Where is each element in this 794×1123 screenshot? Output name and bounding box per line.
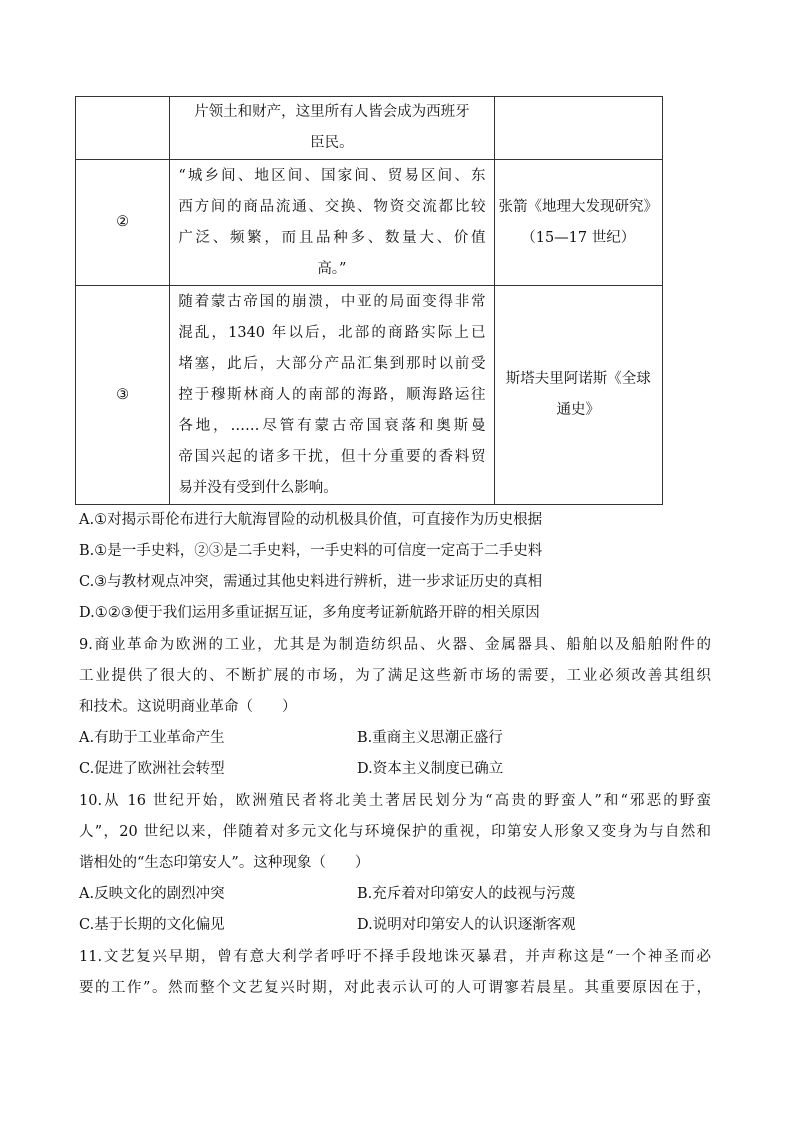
- question-stem-line: 10.从 16 世纪开始，欧洲殖民者将北美土著居民划分为“高贵的野蛮人”和“邪恶的野蛮: [79, 793, 711, 809]
- table-row: [76, 97, 663, 160]
- option-b: B.①是一手史料，②③是二手史料，一手史料的可信度一定高于二手史料: [79, 543, 543, 559]
- citation-line: （15—17 世纪）: [521, 229, 636, 246]
- question-8-options: [79, 505, 542, 629]
- option-a: A.有助于工业革命产生: [79, 730, 225, 746]
- content-line: 臣民。: [310, 135, 354, 151]
- option-a: A.反映文化的剧烈冲突: [79, 886, 225, 902]
- content-line: 西方间的商品流通、交换、物资交流都比较: [178, 198, 486, 215]
- option-b: B.重商主义思潮正盛行: [357, 730, 503, 746]
- option-a: A.①对揭示哥伦布进行大航海冒险的动机极具价值，可直接作为历史根据: [79, 512, 543, 528]
- content-line: 各地，……尽管有蒙古帝国衰落和奥斯曼: [178, 417, 486, 434]
- content-line: 混乱，1340 年以后，北部的商路实际上已: [178, 324, 486, 341]
- content-line: 广泛、频繁，而且品种多、数量大、价值: [178, 229, 486, 246]
- content-line: 控于穆斯林商人的南部的海路，顺海路运往: [178, 386, 486, 403]
- option-d: D.说明对印第安人的认识逐渐客观: [357, 917, 576, 933]
- option-c: C.③与教材观点冲突，需通过其他史料进行辨析，进一步求证历史的真相: [79, 574, 543, 590]
- source-content: [170, 286, 494, 505]
- option-c: C.基于长期的文化偏见: [79, 917, 225, 933]
- question-11: [79, 942, 711, 1004]
- option-row: [79, 723, 719, 754]
- source-citation: [494, 160, 663, 286]
- source-citation: [494, 286, 663, 505]
- table-row: [76, 160, 663, 286]
- content-line: “城乡间、地区间、国家间、贸易区间、东: [178, 167, 486, 184]
- option-d: D.①②③便于我们运用多重证据互证，多角度考证新航路开辟的相关原因: [79, 605, 540, 621]
- row-number: [76, 97, 170, 160]
- citation-line: 张箭《地理大发现研究》: [498, 198, 658, 215]
- row-number: ③: [76, 286, 170, 505]
- option-row: [79, 879, 719, 910]
- content-line: 帝国兴起的诸多干扰，但十分重要的香料贸: [178, 448, 486, 465]
- option-d: D.资本主义制度已确立: [357, 761, 504, 777]
- content-line: 随着蒙古帝国的崩溃，中亚的局面变得非常: [178, 293, 486, 310]
- source-content: [170, 160, 494, 286]
- question-10: [79, 786, 719, 941]
- option-row: [79, 754, 719, 785]
- content-line: 片领土和财产，这里所有人皆会成为西班牙: [194, 104, 470, 120]
- question-stem-line: 要的工作”。然而整个文艺复兴时期，对此表示认可的人可谓寥若晨星。其重要原因在于，: [79, 980, 711, 996]
- question-stem-line: 11.文艺复兴早期，曾有意大利学者呼吁不择手段地诛灭暴君，并声称这是“一个神圣而必: [79, 949, 711, 965]
- row-number: ②: [76, 160, 170, 286]
- question-stem-line: 人”，20 世纪以来，伴随着对多元文化与环境保护的重视，印第安人形象又变身为与自然和: [79, 824, 711, 840]
- content-line: 易并没有受到什么影响。: [178, 479, 338, 496]
- question-stem-line: 和技术。这说明商业革命（ ）: [79, 699, 297, 715]
- citation-line: 斯塔夫里阿诺斯《全球: [505, 371, 651, 387]
- source-citation: [494, 97, 663, 160]
- option-row: [79, 910, 719, 941]
- question-stem-line: 9.商业革命为欧洲的工业，尤其是为制造纺织品、火器、金属器具、船舶以及船舶附件的: [79, 637, 711, 653]
- source-content: [170, 97, 494, 160]
- citation-line: 通史》: [556, 402, 600, 418]
- table-row: [76, 286, 663, 505]
- question-9: [79, 630, 719, 785]
- content-line: 高。”: [317, 260, 347, 277]
- source-table: [75, 96, 663, 505]
- question-stem-line: 谐相处的“生态印第安人”。这种现象（ ）: [79, 855, 370, 871]
- option-c: C.促进了欧洲社会转型: [79, 761, 225, 777]
- content-line: 堵塞，此后，大部分产品汇集到那时以前受: [178, 355, 486, 372]
- option-b: B.充斥着对印第安人的歧视与污蔑: [357, 886, 576, 902]
- question-stem-line: 工业提供了很大的、不断扩展的市场，为了满足这些新市场的需要，工业必须改善其组织: [79, 668, 711, 684]
